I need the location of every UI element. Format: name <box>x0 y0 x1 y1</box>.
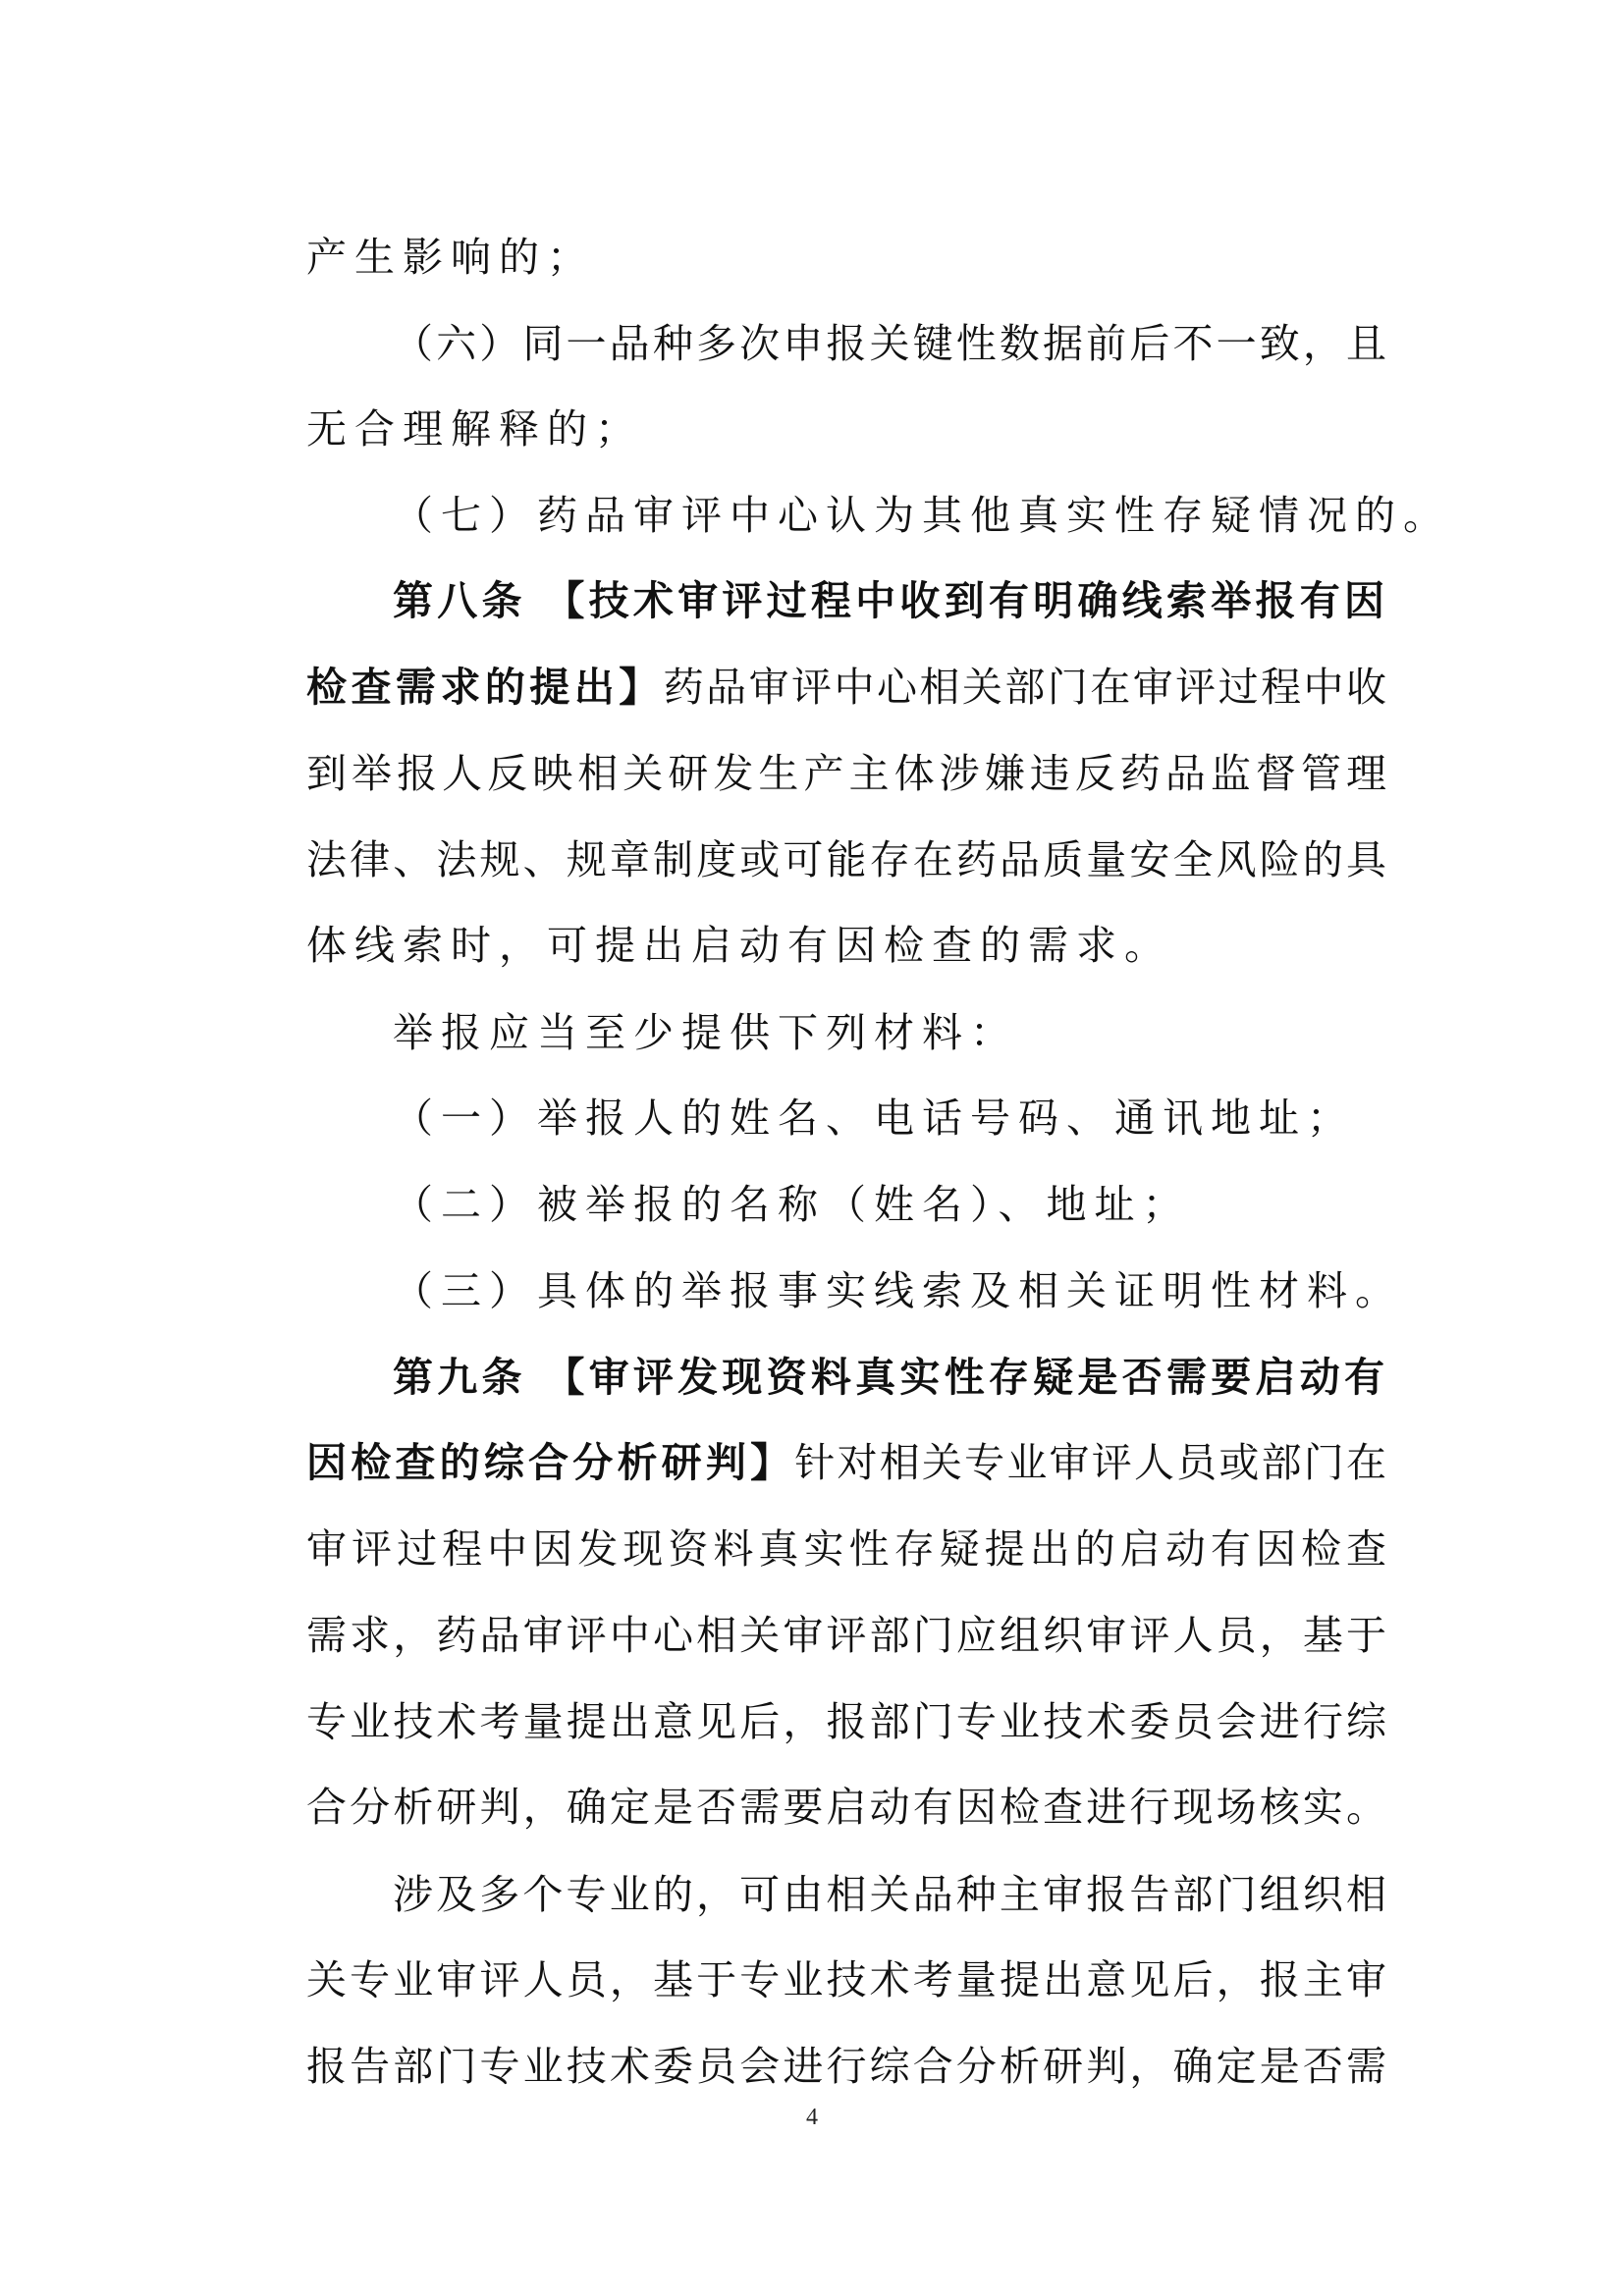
body-text: 专业技术考量提出意见后，报部门专业技术委员会进行综 <box>306 1698 1386 1745</box>
body-text: 无合理解释的； <box>306 405 643 453</box>
text-line <box>306 902 1386 988</box>
text-line <box>306 1506 1386 1592</box>
text-line <box>306 214 1386 300</box>
text-line <box>306 2023 1386 2109</box>
body-text: 体线索时，可提出启动有因检查的需求。 <box>306 922 1172 969</box>
body-text: （一）举报人的姓名、电话号码、通讯地址； <box>393 1095 1355 1142</box>
body-text: 药品审评中心相关部门在审评过程中收 <box>663 664 1387 711</box>
bold-heading-text: 检查需求的提出】 <box>306 664 664 711</box>
body-text: （六）同一品种多次申报关键性数据前后不一致，且 <box>393 320 1386 367</box>
page-number: 4 <box>806 2105 818 2130</box>
body-text: 到举报人反映相关研发生产主体涉嫌违反药品监督管理 <box>306 750 1386 797</box>
text-line <box>393 1161 1386 1248</box>
text-line <box>393 300 1386 387</box>
body-text: 举报应当至少提供下列材料： <box>393 1009 1018 1056</box>
body-text: 针对相关专业审评人员或部门在 <box>794 1439 1387 1486</box>
text-line <box>306 1937 1386 2023</box>
body-text: 审评过程中因发现资料真实性存疑提出的启动有因检查 <box>306 1525 1386 1573</box>
body-text: （三）具体的举报事实线索及相关证明性材料。 <box>393 1267 1403 1314</box>
text-line <box>393 1248 1403 1334</box>
text-line <box>393 472 1451 559</box>
body-text: （七）药品审评中心认为其他真实性存疑情况的。 <box>393 492 1451 539</box>
body-text: 涉及多个专业的，可由相关品种主审报告部门组织相 <box>393 1871 1386 1918</box>
text-line <box>306 730 1386 817</box>
body-text: 报告部门专业技术委员会进行综合分析研判，确定是否需 <box>306 2043 1386 2090</box>
body-text: 合分析研判，确定是否需要启动有因检查进行现场核实。 <box>306 1784 1386 1831</box>
text-line <box>393 989 1386 1076</box>
bold-heading-text: 因检查的综合分析研判】 <box>306 1439 795 1486</box>
text-line <box>306 817 1386 903</box>
text-line <box>306 644 1386 730</box>
text-line <box>393 1334 1386 1420</box>
text-line <box>306 1592 1386 1679</box>
bold-heading-text: 第八条 【技术审评过程中收到有明确线索举报有因 <box>393 577 1386 624</box>
body-text: 关专业审评人员，基于专业技术考量提出意见后，报主审 <box>306 1956 1386 2003</box>
text-line <box>306 1764 1386 1850</box>
text-line <box>393 1851 1386 1938</box>
body-text: （二）被举报的名称（姓名）、地址； <box>393 1181 1191 1228</box>
body-text: 需求，药品审评中心相关审评部门应组织审评人员，基于 <box>306 1612 1386 1659</box>
body-text: 产生影响的； <box>306 234 595 281</box>
text-line <box>306 386 1386 472</box>
bold-heading-text: 第九条 【审评发现资料真实性存疑是否需要启动有 <box>393 1354 1386 1401</box>
body-text: 法律、法规、规章制度或可能存在药品质量安全风险的具 <box>306 836 1386 883</box>
text-line <box>393 1075 1386 1161</box>
text-line <box>306 1419 1386 1506</box>
text-line <box>393 558 1386 644</box>
text-line <box>306 1679 1386 1765</box>
